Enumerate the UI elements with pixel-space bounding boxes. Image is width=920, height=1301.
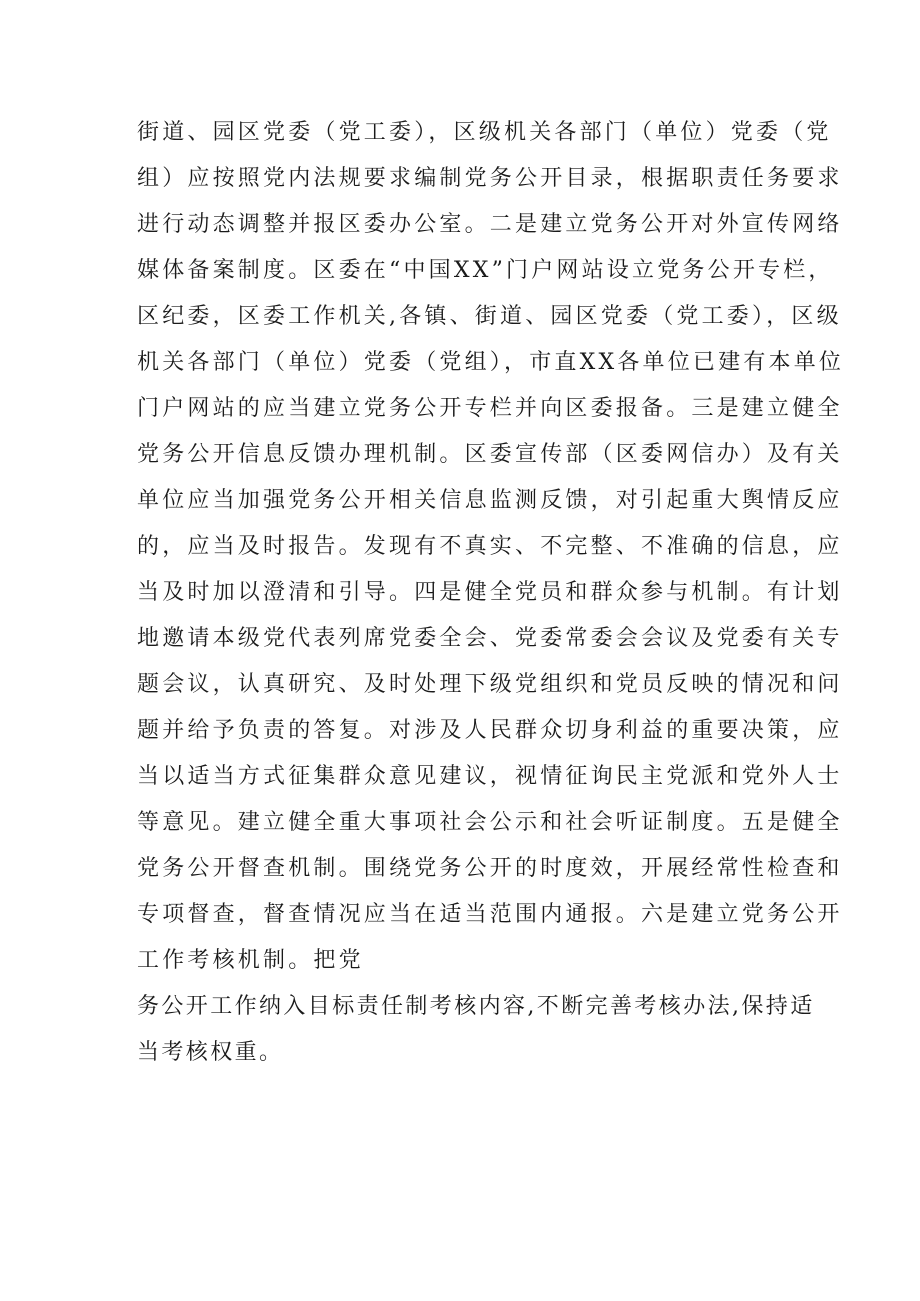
body-text bbox=[137, 110, 845, 1076]
text-line: 工作考核机制。把党 bbox=[137, 948, 364, 973]
text-line: 街道、园区党委（党工委），区级机关各部门（单位）党委（党 bbox=[137, 120, 832, 145]
text-line: 进行动态调整并报区委办公室。二是建立党务公开对外宣传网络 bbox=[137, 212, 843, 237]
text-line: 当以适当方式征集群众意见建议，视情征询民主党派和党外人士 bbox=[137, 764, 843, 789]
text-line: 门户网站的应当建立党务公开专栏并向区委报备。三是建立健全 bbox=[137, 396, 843, 421]
text-line: 的，应当及时报告。发现有不真实、不完整、不准确的信息，应 bbox=[137, 534, 843, 559]
text-line: 媒体备案制度。区委在“中国XX”门户网站设立党务公开专栏， bbox=[137, 258, 834, 283]
text-line: 组）应按照党内法规要求编制党务公开目录，根据职责任务要求 bbox=[137, 166, 843, 191]
text-line: 党务公开督查机制。围绕党务公开的时度效，开展经常性检查和 bbox=[137, 856, 843, 881]
text-line: 题会议，认真研究、及时处理下级党组织和党员反映的情况和问 bbox=[137, 672, 843, 697]
text-line: 地邀请本级党代表列席党委全会、党委常委会会议及党委有关专 bbox=[137, 626, 843, 651]
text-line: 务公开工作纳入目标责任制考核内容,不断完善考核办法,保持适 bbox=[137, 994, 815, 1019]
text-line: 专项督查，督查情况应当在适当范围内通报。六是建立党务公开 bbox=[137, 902, 843, 927]
text-line: 单位应当加强党务公开相关信息监测反馈，对引起重大舆情反应 bbox=[137, 488, 843, 513]
text-line: 机关各部门（单位）党委（党组），市直XX各单位已建有本单位 bbox=[137, 350, 845, 375]
text-line: 等意见。建立健全重大事项社会公示和社会听证制度。五是健全 bbox=[137, 810, 843, 835]
text-line: 党务公开信息反馈办理机制。区委宣传部（区委网信办）及有关 bbox=[137, 442, 843, 467]
text-line: 当考核权重。 bbox=[137, 1040, 284, 1065]
text-line: 题并给予负责的答复。对涉及人民群众切身利益的重要决策，应 bbox=[137, 718, 843, 743]
text-line: 当及时加以澄清和引导。四是健全党员和群众参与机制。有计划 bbox=[137, 580, 843, 605]
text-line: 区纪委，区委工作机关,各镇、街道、园区党委（党工委），区级 bbox=[137, 304, 842, 329]
